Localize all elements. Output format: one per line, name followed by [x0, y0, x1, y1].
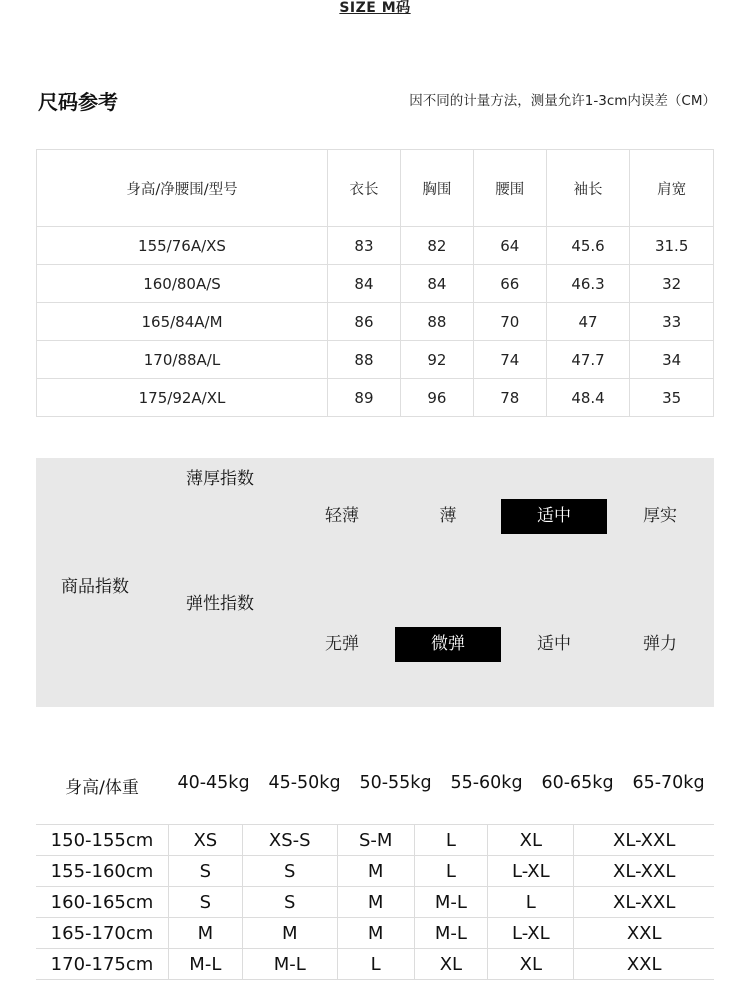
header-cell: 身高/净腰围/型号	[37, 150, 328, 227]
table-cell: S	[169, 887, 243, 918]
table-cell: 84	[328, 265, 401, 303]
elasticity-option-stretch: 弹力	[643, 634, 677, 654]
size-caption: SIZE M码	[339, 0, 411, 16]
header-cell: 60-65kg	[541, 773, 614, 793]
table-row	[36, 825, 714, 856]
table-cell: 78	[473, 379, 546, 417]
table-cell: XXL	[574, 949, 714, 980]
table-cell: XL	[414, 949, 488, 980]
thickness-option-medium-selected: 适中	[501, 499, 607, 534]
table-cell: M	[242, 918, 337, 949]
header-cell: 胸围	[400, 150, 473, 227]
table-cell: 82	[400, 227, 473, 265]
table-row	[37, 379, 714, 417]
table-cell: 32	[630, 265, 714, 303]
table-cell: M-L	[242, 949, 337, 980]
table-cell: M-L	[414, 918, 488, 949]
elasticity-option-none: 无弹	[325, 634, 359, 654]
table-cell: M-L	[414, 887, 488, 918]
height-weight-table	[36, 824, 714, 980]
measurement-note: 因不同的计量方法，测量允许1-3cm内误差（CM）	[409, 93, 716, 109]
table-cell: 170-175cm	[36, 949, 169, 980]
table-cell: 84	[400, 265, 473, 303]
header-cell: 55-60kg	[450, 773, 523, 793]
header-cell: 身高/体重	[65, 778, 139, 798]
table-cell: L	[337, 949, 414, 980]
table-row	[37, 341, 714, 379]
thickness-option-thick: 厚实	[643, 506, 677, 526]
table-cell: 150-155cm	[36, 825, 169, 856]
table-row	[36, 887, 714, 918]
product-index-panel	[36, 458, 714, 707]
table-cell: 47.7	[546, 341, 630, 379]
table-row	[36, 856, 714, 887]
table-row	[36, 949, 714, 980]
table-cell: 48.4	[546, 379, 630, 417]
table-cell: 155/76A/XS	[37, 227, 328, 265]
table-cell: XL	[488, 949, 574, 980]
table-cell: 35	[630, 379, 714, 417]
size-reference-title: 尺码参考	[38, 90, 118, 114]
thickness-option-light: 轻薄	[325, 506, 359, 526]
size-table	[36, 149, 714, 417]
table-cell: XXL	[574, 918, 714, 949]
table-cell: 34	[630, 341, 714, 379]
table-cell: XL-XXL	[574, 887, 714, 918]
product-index-label: 商品指数	[61, 577, 129, 597]
table-cell: 96	[400, 379, 473, 417]
table-cell: 31.5	[630, 227, 714, 265]
table-cell: 170/88A/L	[37, 341, 328, 379]
table-cell: S	[242, 887, 337, 918]
table-cell: L	[414, 825, 488, 856]
thickness-index-label: 薄厚指数	[186, 469, 254, 489]
table-cell: 86	[328, 303, 401, 341]
weight-table-header	[36, 773, 714, 799]
table-cell: 89	[328, 379, 401, 417]
header-cell: 50-55kg	[359, 773, 432, 793]
table-cell: M	[337, 887, 414, 918]
table-cell: S-M	[337, 825, 414, 856]
header-cell: 衣长	[328, 150, 401, 227]
table-row	[36, 918, 714, 949]
table-cell: 165-170cm	[36, 918, 169, 949]
table-cell: 66	[473, 265, 546, 303]
table-cell: 88	[400, 303, 473, 341]
table-cell: M	[337, 918, 414, 949]
table-cell: M	[169, 918, 243, 949]
table-cell: XS-S	[242, 825, 337, 856]
table-cell: M	[337, 856, 414, 887]
table-cell: S	[242, 856, 337, 887]
table-cell: 165/84A/M	[37, 303, 328, 341]
table-cell: S	[169, 856, 243, 887]
table-cell: 155-160cm	[36, 856, 169, 887]
table-cell: 74	[473, 341, 546, 379]
header-cell: 腰围	[473, 150, 546, 227]
table-row	[37, 227, 714, 265]
table-cell: 64	[473, 227, 546, 265]
table-cell: L	[414, 856, 488, 887]
table-cell: 33	[630, 303, 714, 341]
thickness-option-thin: 薄	[439, 506, 457, 526]
elasticity-option-slight-selected: 微弹	[395, 627, 501, 662]
table-cell: L	[488, 887, 574, 918]
table-cell: 47	[546, 303, 630, 341]
table-cell: XL-XXL	[574, 825, 714, 856]
table-cell: 45.6	[546, 227, 630, 265]
header-cell: 65-70kg	[632, 773, 705, 793]
table-cell: XS	[169, 825, 243, 856]
header-cell: 袖长	[546, 150, 630, 227]
table-cell: 175/92A/XL	[37, 379, 328, 417]
table-cell: 92	[400, 341, 473, 379]
header-cell: 肩宽	[630, 150, 714, 227]
table-cell: 70	[473, 303, 546, 341]
size-table-header	[37, 150, 714, 227]
table-cell: XL-XXL	[574, 856, 714, 887]
elasticity-option-medium: 适中	[537, 634, 571, 654]
elasticity-index-label: 弹性指数	[186, 594, 254, 614]
table-cell: XL	[488, 825, 574, 856]
table-cell: 46.3	[546, 265, 630, 303]
table-cell: 83	[328, 227, 401, 265]
table-cell: 160-165cm	[36, 887, 169, 918]
table-cell: M-L	[169, 949, 243, 980]
table-row	[37, 265, 714, 303]
table-cell: L-XL	[488, 918, 574, 949]
header-cell: 45-50kg	[268, 773, 341, 793]
table-row	[37, 303, 714, 341]
header-cell: 40-45kg	[177, 773, 250, 793]
table-cell: L-XL	[488, 856, 574, 887]
table-cell: 88	[328, 341, 401, 379]
table-cell: 160/80A/S	[37, 265, 328, 303]
